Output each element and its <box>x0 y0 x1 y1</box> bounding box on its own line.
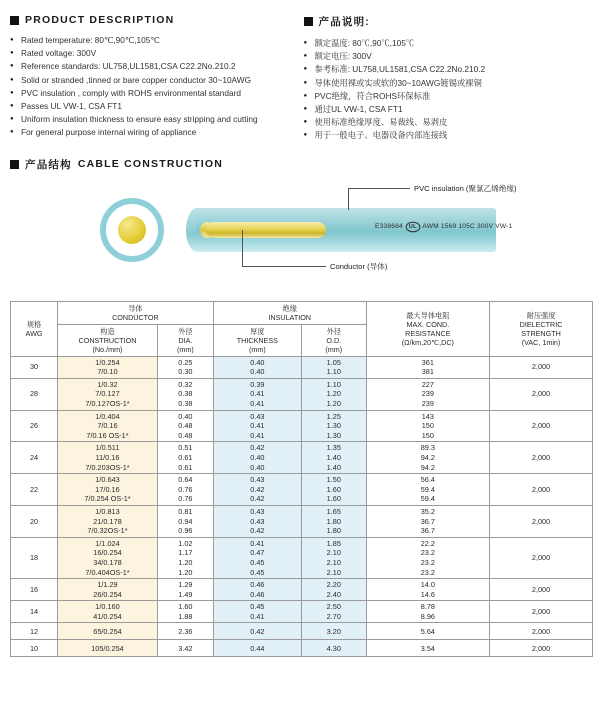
th-conductor-en: CONDUCTOR <box>112 312 159 322</box>
table-row <box>11 410 593 442</box>
cell-awg: 10 <box>11 640 58 657</box>
cable-surface-print <box>375 222 512 232</box>
th-construction <box>58 324 158 356</box>
cell-resistance: 143 150 150 <box>366 410 489 442</box>
specification-table <box>10 301 593 658</box>
cell-awg: 16 <box>11 579 58 601</box>
th-dia-unit: (mm) <box>176 344 194 354</box>
list-item: ● Reference standards: UL758,UL1581,CSA C22.2No.210.2 <box>10 60 296 72</box>
list-item: ● 通过UL VW-1, CSA FT1 <box>304 103 588 115</box>
leader-line-insulation-vertical <box>348 188 349 210</box>
label-insulation: PVC insulation (聚氯乙烯绝缘) <box>414 183 517 193</box>
cell-strength: 2,000 <box>490 410 593 442</box>
table-row <box>11 442 593 474</box>
cell-outer-diameter: 1.50 1.60 1.60 <box>301 474 366 506</box>
cell-thickness: 0.43 0.42 0.42 <box>213 474 301 506</box>
table-row <box>11 356 593 378</box>
th-dia <box>157 324 213 356</box>
cell-awg: 14 <box>11 601 58 623</box>
cell-awg: 20 <box>11 505 58 537</box>
th-group-conductor <box>58 301 214 324</box>
cell-resistance: 361 381 <box>366 356 489 378</box>
cell-outer-diameter: 1.85 2.10 2.10 2.10 <box>301 537 366 578</box>
th-dia-en: DIA. <box>178 335 193 345</box>
th-resistance-en2: RESISTANCE <box>405 328 451 338</box>
cell-outer-diameter: 1.35 1.40 1.40 <box>301 442 366 474</box>
cell-outer-diameter: 4.30 <box>301 640 366 657</box>
cell-diameter: 0.40 0.48 0.48 <box>157 410 213 442</box>
cell-thickness: 0.43 0.43 0.42 <box>213 505 301 537</box>
list-item: ● Solid or stranded ,tinned or bare copper conductor 30~10AWG <box>10 74 296 86</box>
th-strength <box>490 301 593 356</box>
list-item: ● PVC绝缘，符合ROHS环保标准 <box>304 90 588 102</box>
cell-resistance: 227 239 239 <box>366 378 489 410</box>
cell-construction: 1/1.024 16/0.254 34/0.178 7/0.404OS-1* <box>58 537 158 578</box>
cell-construction: 1/0.511 11/0.16 7/0.203OS-1* <box>58 442 158 474</box>
cell-construction: 65/0.254 <box>58 623 158 640</box>
th-thickness-en: THICKNESS <box>236 335 278 345</box>
list-item: ● 额定温度: 80℃,90℃,105℃ <box>304 37 588 49</box>
cell-awg: 12 <box>11 623 58 640</box>
cell-awg: 22 <box>11 474 58 506</box>
th-strength-unit: (VAC, 1min) <box>521 337 561 347</box>
cell-outer-diameter: 2.50 2.70 <box>301 601 366 623</box>
table-row <box>11 640 593 657</box>
list-item: ● 参考标准: UL758,UL1581,CSA C22.2No.210.2 <box>304 63 588 75</box>
cell-strength: 2,000 <box>490 356 593 378</box>
table-header-group-row <box>11 301 593 324</box>
cell-construction: 1/0.254 7/0.10 <box>58 356 158 378</box>
cell-awg: 18 <box>11 537 58 578</box>
cell-strength: 2,000 <box>490 640 593 657</box>
product-description-title: PRODUCT DESCRIPTION <box>25 14 175 26</box>
description-english-column <box>10 14 302 143</box>
cable-construction-title-cn: 产品结构 <box>25 158 72 171</box>
list-item: ● Passes UL VW-1, CSA FT1 <box>10 100 296 112</box>
bullet-square-icon <box>10 160 19 169</box>
list-item: ● Uniform insulation thickness to ensure easy stripping and cutting <box>10 113 296 125</box>
bullet-square-icon <box>10 16 19 25</box>
cell-thickness: 0.45 0.41 <box>213 601 301 623</box>
cell-resistance: 35.2 36.7 36.7 <box>366 505 489 537</box>
cell-diameter: 3.42 <box>157 640 213 657</box>
cell-diameter: 1.29 1.49 <box>157 579 213 601</box>
cell-diameter: 0.25 0.30 <box>157 356 213 378</box>
cell-strength: 2,000 <box>490 378 593 410</box>
product-description-title-cn: 产品说明: <box>318 16 370 28</box>
th-awg-cn: 规格 <box>26 319 42 329</box>
section-header-product-description-cn <box>304 14 588 29</box>
cable-print-spec: AWM 1569 105C 300V VW-1 <box>422 223 513 231</box>
th-conductor-cn: 导体 <box>128 303 143 313</box>
cell-awg: 28 <box>11 378 58 410</box>
cell-diameter: 0.64 0.76 0.76 <box>157 474 213 506</box>
th-construction-cn: 构造 <box>100 326 115 336</box>
th-insulation-en: INSULATION <box>268 312 311 322</box>
cell-outer-diameter: 1.10 1.20 1.20 <box>301 378 366 410</box>
description-chinese-column <box>302 14 594 143</box>
cell-construction: 105/0.254 <box>58 640 158 657</box>
cell-resistance: 14.0 14.6 <box>366 579 489 601</box>
list-item: ● For general purpose internal wiring of appliance <box>10 126 296 138</box>
list-item: ● 导体使用裸或实或软的30~10AWG镀锡或裸铜 <box>304 77 588 89</box>
conductor-core <box>206 222 326 238</box>
cell-thickness: 0.39 0.41 0.41 <box>213 378 301 410</box>
cell-diameter: 0.51 0.61 0.61 <box>157 442 213 474</box>
cell-resistance: 22.2 23.2 23.2 23.2 <box>366 537 489 578</box>
cell-construction: 1/1.29 26/0.254 <box>58 579 158 601</box>
table-row <box>11 579 593 601</box>
cell-diameter: 1.60 1.88 <box>157 601 213 623</box>
th-resistance-cn: 最大导体电阻 <box>406 310 450 320</box>
cell-awg: 30 <box>11 356 58 378</box>
th-awg <box>11 301 58 356</box>
cell-construction: 1/0.813 21/0.178 7/0.32OS-1* <box>58 505 158 537</box>
cable-print-code: E338684 <box>375 223 403 231</box>
cell-construction: 1/0.404 7/0.16 7/0.16 OS-1* <box>58 410 158 442</box>
cell-thickness: 0.44 <box>213 640 301 657</box>
cell-diameter: 0.32 0.38 0.38 <box>157 378 213 410</box>
leader-line-insulation-horizontal <box>348 188 410 189</box>
list-item: ● 额定电压: 300V <box>304 50 588 62</box>
cell-awg: 26 <box>11 410 58 442</box>
leader-line-conductor-horizontal <box>242 266 326 267</box>
cell-awg: 24 <box>11 442 58 474</box>
cell-strength: 2,000 <box>490 623 593 640</box>
table-row <box>11 474 593 506</box>
cell-strength: 2,000 <box>490 474 593 506</box>
cell-diameter: 2.36 <box>157 623 213 640</box>
bullet-square-icon <box>304 17 313 26</box>
leader-line-conductor-vertical <box>242 230 243 266</box>
th-od-cn: 外径 <box>326 326 341 336</box>
list-item: ● 使用标准绝缘厚度、易裁线、易剥皮 <box>304 116 588 128</box>
th-od <box>301 324 366 356</box>
cell-resistance: 3.54 <box>366 640 489 657</box>
cell-thickness: 0.42 <box>213 623 301 640</box>
table-row <box>11 505 593 537</box>
th-resistance-unit: (Ω/km,20℃,DC) <box>401 337 454 347</box>
cell-thickness: 0.40 0.40 <box>213 356 301 378</box>
cell-strength: 2,000 <box>490 442 593 474</box>
specification-table-body <box>11 356 593 657</box>
cell-resistance: 8.78 8.96 <box>366 601 489 623</box>
th-thickness-cn: 厚度 <box>250 326 265 336</box>
cell-outer-diameter: 1.25 1.30 1.30 <box>301 410 366 442</box>
th-thickness-unit: (mm) <box>248 344 266 354</box>
list-item: ● Rated temperature: 80℃,90℃,105℃ <box>10 34 296 46</box>
list-item: ● 用于一般电子、电器设备内部连接线 <box>304 129 588 141</box>
cell-outer-diameter: 3.20 <box>301 623 366 640</box>
th-insulation-cn: 绝缘 <box>282 303 297 313</box>
cell-strength: 2,000 <box>490 601 593 623</box>
th-resistance-en: MAX. COND. <box>406 319 450 329</box>
th-od-unit: (mm) <box>325 344 343 354</box>
cell-resistance: 5.64 <box>366 623 489 640</box>
th-strength-cn: 耐压强度 <box>526 310 556 320</box>
th-awg-en: AWG <box>25 328 43 338</box>
cell-outer-diameter: 1.05 1.10 <box>301 356 366 378</box>
section-header-product-description <box>10 14 296 26</box>
section-header-cable-construction <box>10 157 593 172</box>
label-conductor: Conductor (导体) <box>330 261 388 271</box>
cell-strength: 2,000 <box>490 537 593 578</box>
th-thickness <box>213 324 301 356</box>
table-row <box>11 623 593 640</box>
cell-resistance: 56.4 59.4 59.4 <box>366 474 489 506</box>
th-construction-unit: (No./mm) <box>92 344 123 354</box>
cell-resistance: 89.3 94.2 94.2 <box>366 442 489 474</box>
cell-construction: 1/0.32 7/0.127 7/0.127OS-1* <box>58 378 158 410</box>
description-section <box>10 14 593 143</box>
th-strength-en: DIELECTRIC <box>519 319 563 329</box>
cell-thickness: 0.46 0.46 <box>213 579 301 601</box>
th-construction-en: CONSTRUCTION <box>78 335 137 345</box>
cross-section-conductor <box>118 216 146 244</box>
th-dia-cn: 外径 <box>178 326 193 336</box>
cell-diameter: 0.81 0.94 0.96 <box>157 505 213 537</box>
ul-mark-icon: UL <box>405 221 419 232</box>
cell-diameter: 1.02 1.17 1.20 1.20 <box>157 537 213 578</box>
table-row <box>11 378 593 410</box>
cell-outer-diameter: 1.65 1.80 1.80 <box>301 505 366 537</box>
cable-construction-title-en: CABLE CONSTRUCTION <box>77 158 224 171</box>
list-item: ● Rated voltage: 300V <box>10 47 296 59</box>
description-chinese-list <box>304 37 588 142</box>
description-english-list <box>10 34 296 139</box>
th-group-insulation <box>213 301 366 324</box>
table-row <box>11 601 593 623</box>
th-resistance <box>366 301 489 356</box>
cell-construction: 1/0.643 17/0.16 7/0.254 OS-1* <box>58 474 158 506</box>
cell-outer-diameter: 2.20 2.40 <box>301 579 366 601</box>
cell-construction: 1/0.160 41/0.254 <box>58 601 158 623</box>
cell-strength: 2,000 <box>490 579 593 601</box>
th-strength-en2: STRENGTH <box>521 328 561 338</box>
th-od-en: O.D. <box>326 335 342 345</box>
cable-diagram <box>10 178 593 293</box>
list-item: ● PVC insulation , comply with ROHS environmental standard <box>10 87 296 99</box>
cell-thickness: 0.43 0.41 0.41 <box>213 410 301 442</box>
table-row <box>11 537 593 578</box>
cell-thickness: 0.41 0.47 0.45 0.45 <box>213 537 301 578</box>
cell-strength: 2,000 <box>490 505 593 537</box>
cell-thickness: 0.42 0.40 0.40 <box>213 442 301 474</box>
